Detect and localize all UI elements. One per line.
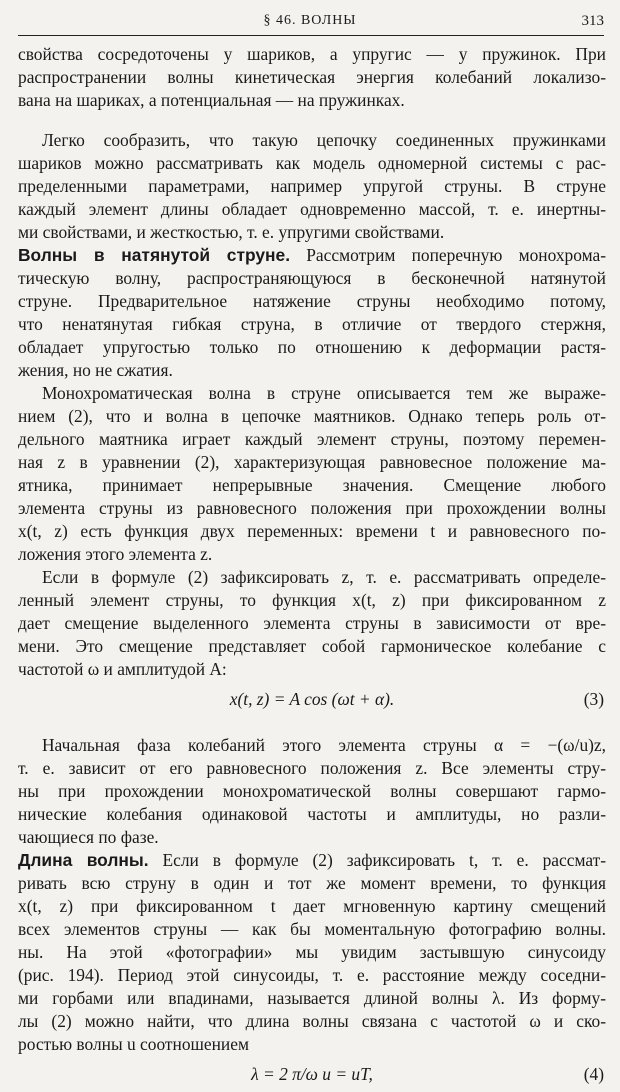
text-line: ленный элемент струны, то функция x(t, z) при фиксированном z (18, 590, 606, 610)
text-line: струне. Предварительное натяжение струны необходимо потому, (18, 291, 606, 311)
formula (18, 1061, 606, 1087)
text-line: вана на шариках, а потенциальная — на пружинках. (18, 90, 405, 110)
page-body (18, 43, 606, 1092)
formula-text: x(t, z) = A cos (ωt + α). (229, 689, 395, 709)
formula (18, 686, 606, 712)
text-line: частотой ω и амплитудой A: (18, 659, 227, 679)
paragraph (18, 382, 606, 566)
text-line: чающиеся по фазе. (18, 827, 159, 847)
text-line: Монохроматическая волна в струне описывается тем же выраже- (42, 383, 606, 403)
text-line: Если в формуле (2) зафиксировать z, т. е. рассматривать определе- (42, 567, 606, 587)
text-line: распространении волны кинетическая энергия колебаний локализо- (18, 67, 606, 87)
paragraph-gap (18, 717, 606, 734)
line-text: Рассмотрим поперечную монохрома- (306, 245, 606, 265)
text-line: лы (2) можно найти, что длина волны связана с частотой ω и ско- (18, 1011, 606, 1031)
paragraph (18, 734, 606, 849)
text-line: ятника, принимает непрерывные значения. Смещение любого (18, 475, 606, 495)
paragraph (18, 43, 606, 112)
text-line: дает смещение выделенного элемента струны в зависимости от вре- (18, 613, 606, 633)
text-line: ложения этого элемента z. (18, 544, 213, 564)
text-line: что ненатянутая гибкая струна, в отличие от твердого стержня, (18, 314, 606, 334)
text-line (18, 849, 606, 872)
page-number: 313 (581, 13, 604, 29)
text-line: пределенными параметрами, например упругой струны. В струне (18, 176, 606, 196)
text-line: свойства сосредоточены у шариков, а упругис — у пружинок. При (18, 44, 606, 64)
run-in-heading: Длина волны. (18, 850, 149, 870)
paragraph (18, 849, 606, 1056)
paragraph (18, 244, 606, 382)
text-line: x(t, z) есть функция двух переменных: времени t и равновесного по- (18, 521, 606, 541)
header-rule (18, 35, 604, 36)
paragraph-gap (18, 112, 606, 129)
text-line: элемента струны из равновесного положения при прохождении волны (18, 498, 606, 518)
text-line: обладает упругостью только по отношению к деформации растя- (18, 337, 606, 357)
text-line: тическую волну, распространяющуюся в бесконечной натянутой (18, 268, 606, 288)
text-line: каждый элемент длины обладает одновременно массой, т. е. инертны- (18, 199, 606, 219)
run-in-heading: Волны в натянутой струне. (18, 245, 291, 265)
text-line (18, 244, 606, 267)
formula-number: (3) (583, 689, 604, 709)
paragraph (18, 129, 606, 244)
text-line: дельного маятника играет каждый элемент струны, поэтому перемен- (18, 429, 606, 449)
formula-text: λ = 2 π/ω u = uT, (251, 1064, 373, 1084)
paragraph (18, 566, 606, 681)
text-line: ростью волны u соотношением (18, 1034, 249, 1054)
text-line: Начальная фаза колебаний этого элемента струны α = −(ω/u)z, (42, 735, 606, 755)
text-line: ная z в уравнении (2), характеризующая равновесное положение ма- (18, 452, 606, 472)
text-line: нием (2), что и волна в цепочке маятников. Однако теперь роль от- (18, 406, 606, 426)
text-line: т. е. зависит от его равновесного положения z. Все элементы стру- (18, 758, 606, 778)
text-line: нические колебания одинаковой частоты и амплитуды, но разли- (18, 804, 606, 824)
text-line: ми горбами или впадинами, называется длиной волны λ. Из форму- (18, 988, 606, 1008)
text-line: Легко сообразить, что такую цепочку соединенных пружинками (42, 130, 606, 150)
text-line: ны при прохождении монохроматической волны совершают гармо- (18, 781, 606, 801)
text-line: ривать всю струну в один и тот же момент времени, то функция (18, 873, 606, 893)
text-line: мени. Это смещение представляет собой гармоническое колебание с (18, 636, 606, 656)
text-line: жения, но не сжатия. (18, 360, 173, 380)
text-line: x(t, z) при фиксированном t дает мгновенную картину смещений (18, 896, 606, 916)
text-line: шариков можно рассматривать как модель одномерной системы с рас- (18, 153, 606, 173)
line-text: Если в формуле (2) зафиксировать t, т. е. рассмат- (162, 850, 606, 870)
section-title: § 46. ВОЛНЫ (263, 13, 357, 28)
text-line: всех элементов струны — как бы моментальную фотографию волны. (18, 919, 606, 939)
running-header (0, 4, 620, 32)
text-line: ны. На этой «фотографии» мы увидим застывшую синусоиду (18, 942, 606, 962)
formula-number: (4) (583, 1064, 604, 1084)
text-line: (рис. 194). Период этой синусоиды, т. е. расстояние между соседни- (18, 965, 606, 985)
text-line: ми свойствами, и жесткостью, т. е. упругими свойствами. (18, 222, 445, 242)
